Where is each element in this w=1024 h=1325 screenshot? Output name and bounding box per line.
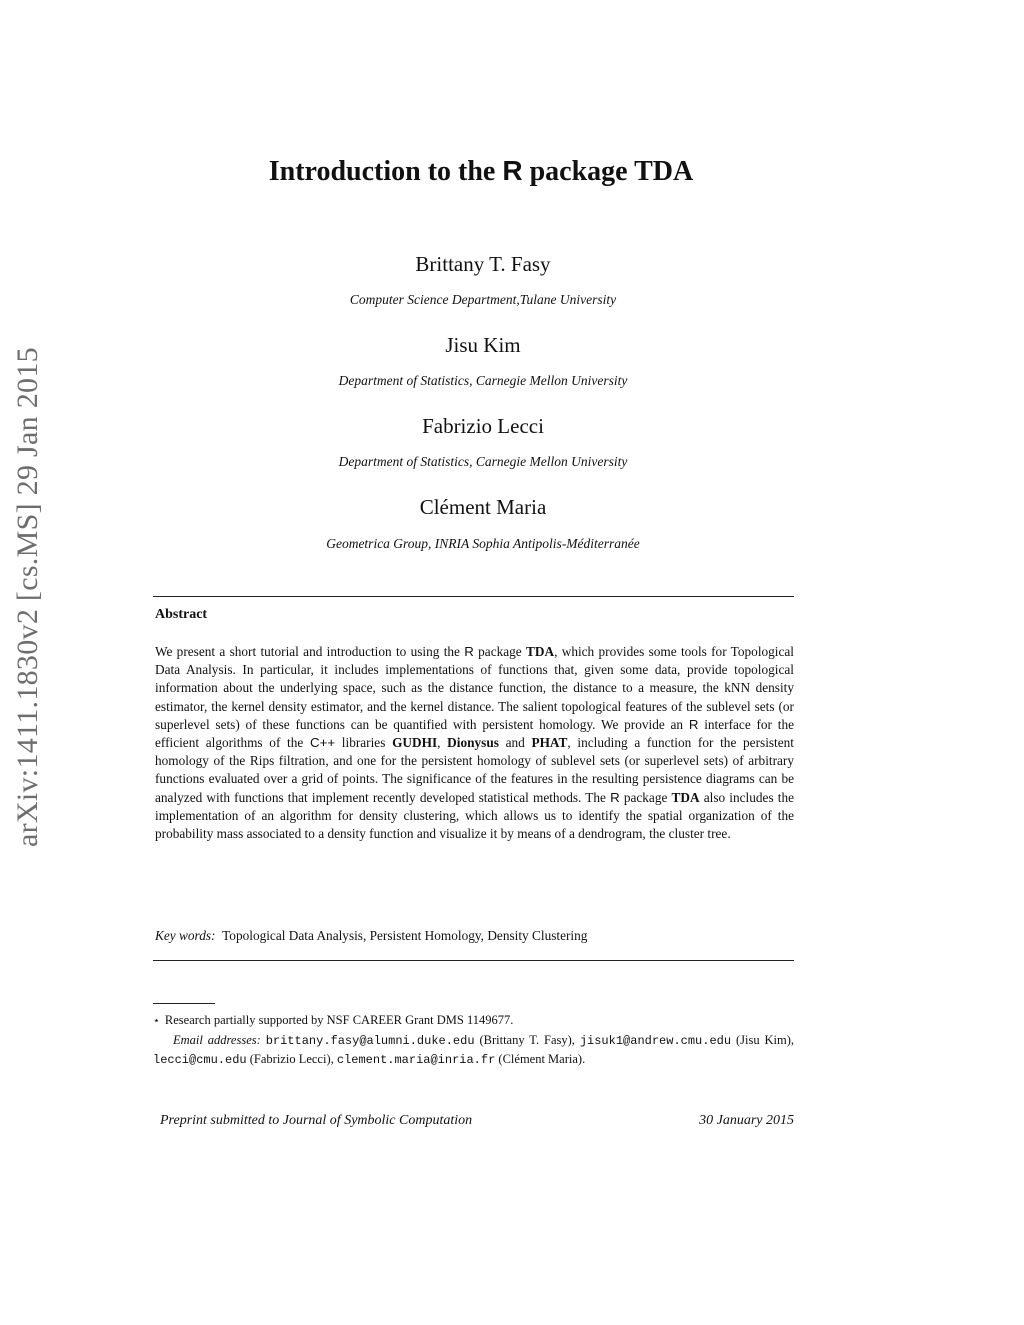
paper-title <box>0 155 962 188</box>
abstract-text: package <box>473 644 527 659</box>
footnote-grant-text: Research partially supported by NSF CAREER Grant DMS 1149677. <box>164 1013 514 1027</box>
author-affiliation-4: Geometrica Group, INRIA Sophia Antipolis-Méditerranée <box>326 536 640 551</box>
tda-package-name: TDA <box>671 789 700 805</box>
email-owner: (Fabrizio Lecci), <box>246 1052 337 1066</box>
author-name-3: Fabrizio Lecci <box>422 414 544 438</box>
journal-submission-note: Preprint submitted to Journal of Symbolic Computation <box>160 1113 473 1128</box>
keywords-label: Key words: <box>155 928 216 943</box>
email-kim: jisuk1@andrew.cmu.edu <box>579 1034 732 1048</box>
arxiv-identifier-stamp: arXiv:1411.1830v2 [cs.MS] 29 Jan 2015 <box>11 347 44 847</box>
abstract-text: , <box>437 735 448 751</box>
abstract-text: , which provides some tools for Topological Data Analysis. In particular, it includes implementations of functions that, given some data, provide topological information about the underlying space, such as the distance function, the distance to a measure, the kNN density estimator, the kernel density estimator, and the kernel distance. The salient topological features of the sublevel sets (or superlevel sets) of these functions can be quantified with persistent homology. We provide an <box>155 644 794 732</box>
abstract-text: , including a function for the persistent homology of the Rips filtration, and one for the persistent homology of sublevel sets (or superlevel sets) of arbitrary functions evaluated over a grid of points. The significance of the features in the resulting persistence diagrams can be analyzed with functions that implement recently developed statistical methods. The <box>155 735 794 805</box>
r-language-name: R <box>610 789 620 805</box>
abstract-heading: Abstract <box>155 607 208 622</box>
tda-package-name: TDA <box>526 644 555 659</box>
title-r-logo: R <box>502 155 523 186</box>
email-owner: (Jisu Kim), <box>731 1033 795 1047</box>
cpp-language-name: C++ <box>309 735 336 751</box>
abstract-text: We present a short tutorial and introduction to using the <box>155 644 465 659</box>
submission-date: 30 January 2015 <box>699 1113 794 1128</box>
author-name-4: Clément Maria <box>419 495 547 519</box>
abstract-text: also includes the implementation of an algorithm for density clustering, which allows us to identify the spatial organization of the probability mass associated to a density function and visualize it by means of a dendrogram, the cluster tree. <box>155 789 795 842</box>
phat-library-name: PHAT <box>531 735 568 751</box>
email-maria: clement.maria@inria.fr <box>336 1053 496 1067</box>
author-affiliation-3: Department of Statistics, Carnegie Mellon University <box>338 454 628 469</box>
author-name-2: Jisu Kim <box>445 333 521 357</box>
footnote-grant <box>153 1013 513 1028</box>
title-part2: package TDA <box>522 156 694 187</box>
author-name-1: Brittany T. Fasy <box>415 252 551 276</box>
abstract-text: interface for the efficient algorithms of the <box>155 716 794 751</box>
abstract-top-rule <box>153 596 794 597</box>
email-lecci: lecci@cmu.edu <box>153 1053 247 1067</box>
abstract-bottom-rule <box>153 960 794 961</box>
abstract-text: package <box>619 789 672 805</box>
footnote-emails <box>153 1031 794 1069</box>
email-fasy: brittany.fasy@alumni.duke.edu <box>265 1034 475 1048</box>
keywords-line <box>155 928 587 944</box>
email-addresses-label: Email addresses: <box>173 1033 261 1047</box>
title-part1: Introduction to the <box>268 156 503 187</box>
author-affiliation-1: Computer Science Department,Tulane University <box>349 292 617 307</box>
gudhi-library-name: GUDHI <box>392 735 438 751</box>
keywords-text: Topological Data Analysis, Persistent Homology, Density Clustering <box>222 928 588 943</box>
r-language-name: R <box>464 644 474 659</box>
author-affiliation-2: Department of Statistics, Carnegie Mellon University <box>338 373 628 388</box>
abstract-text: and <box>498 735 532 751</box>
footnote-rule <box>153 1003 215 1004</box>
email-owner: (Clément Maria). <box>495 1052 586 1066</box>
abstract-body <box>155 643 794 843</box>
dionysus-library-name: Dionysus <box>447 735 499 751</box>
abstract-text: libraries <box>335 735 393 751</box>
footnote-star-marker: ⋆ <box>153 1015 160 1027</box>
email-owner: (Brittany T. Fasy), <box>474 1033 580 1047</box>
r-language-name: R <box>688 716 699 732</box>
